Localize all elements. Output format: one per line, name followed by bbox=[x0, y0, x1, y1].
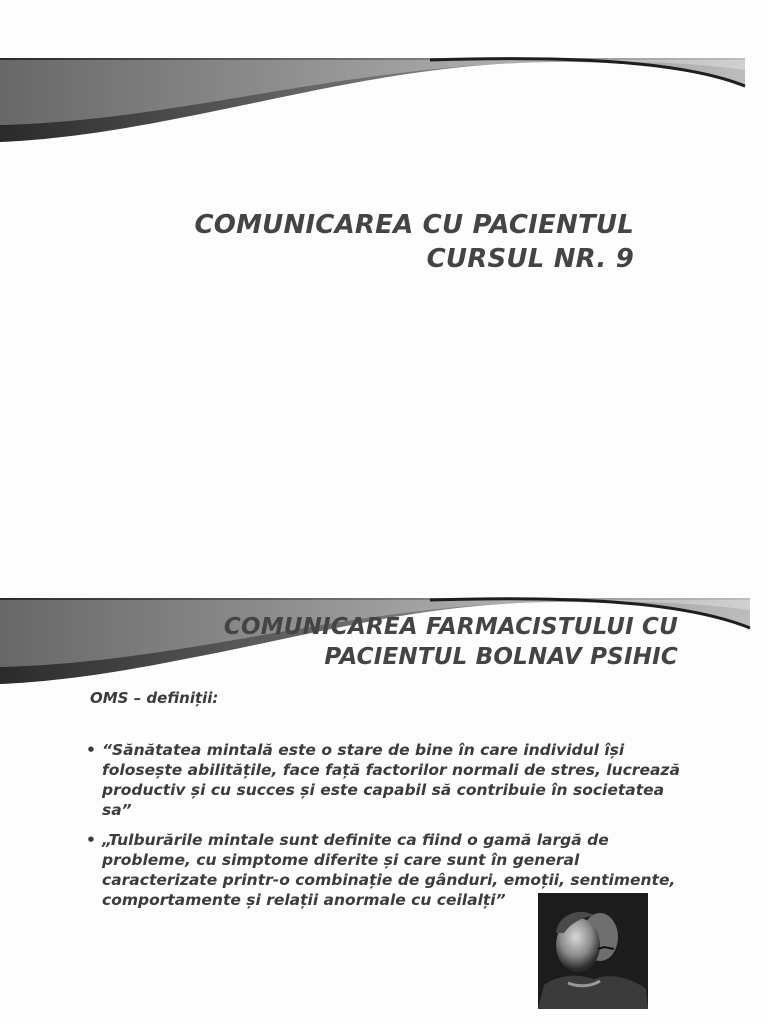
title-line-2: CURSUL NR. 9 bbox=[426, 244, 634, 274]
slide-title bbox=[224, 612, 678, 672]
bullet-text: “Sănătatea mintală este o stare de bine în care individul își folosește abilitățile, face față factorilor normali de stres, lucrează productiv și cu succes și este capabil să contribuie în societatea sa” bbox=[102, 741, 680, 819]
person-portrait-image bbox=[538, 893, 648, 1009]
title-line-1: COMUNICAREA FARMACISTULUI CU bbox=[223, 614, 678, 640]
bullet-item bbox=[86, 740, 686, 820]
title-line-2: PACIENTUL BOLNAV PSIHIC bbox=[324, 644, 678, 670]
bullet-marker: • bbox=[86, 831, 96, 849]
bullet-text: „Tulburările mintale sunt definite ca fiind o gamă largă de probleme, cu simptome diferite și care sunt în general caracterizate printr-o combinație de gânduri, emoții, sentimente, comportamente și relații anormale cu ceilalți” bbox=[102, 831, 676, 909]
person-portrait-icon bbox=[538, 893, 648, 1009]
header-swoosh-decoration bbox=[0, 0, 768, 150]
bullet-marker: • bbox=[86, 741, 96, 759]
title-line-1: COMUNICAREA CU PACIENTUL bbox=[194, 210, 634, 240]
section-subheading: OMS – definiții: bbox=[90, 689, 219, 707]
slide-title bbox=[195, 208, 635, 276]
